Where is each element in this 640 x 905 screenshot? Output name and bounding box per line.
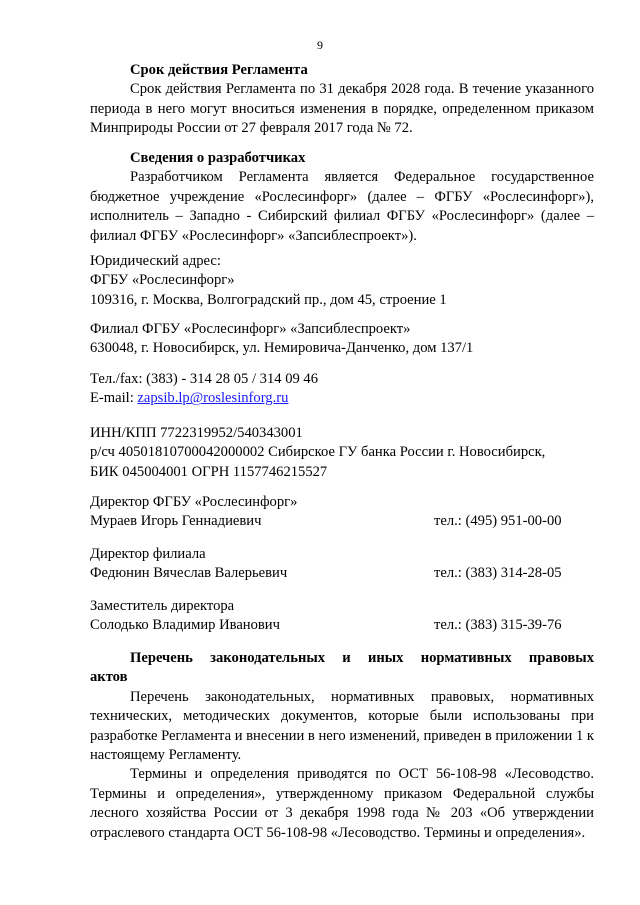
bank-account: р/сч 40501810700042000002 Сибирское ГУ банка России г. Новосибирск, xyxy=(90,444,546,461)
person-name: Мураев Игорь Геннадиевич xyxy=(90,513,262,530)
person-role: Директор ФГБУ «Рослесинфорг» xyxy=(90,494,298,510)
person-block xyxy=(90,545,594,584)
legal-para-1: Перечень законодательных, нормативных правовых, нормативных технических, методических документов, которые были использованы при разработке Регламента и внесении в него изменений, приведен в приложении 1 к настоящему Регламенту. xyxy=(90,688,594,764)
legal-acts-section xyxy=(90,649,594,843)
validity-text: Срок действия Регламента по 31 декабря 2028 года. В течение указанного периода в него могут вноситься изменения в порядке, определенном приказом Минприроды России от 27 февраля 2017 года № 72. xyxy=(90,81,594,137)
person-role: Заместитель директора xyxy=(90,598,235,614)
email-link[interactable]: zapsib.lp@roslesinforg.ru xyxy=(137,390,289,407)
validity-section xyxy=(90,61,594,139)
legal-address-block xyxy=(90,252,594,310)
person-row xyxy=(90,616,594,635)
email-line xyxy=(90,389,594,408)
legal-heading-line2: актов xyxy=(90,669,128,686)
branch-address: 630048, г. Новосибирск, ул. Немировича-Данченко, дом 137/1 xyxy=(90,340,474,357)
branch-name: Филиал ФГБУ «Рослесинфорг» «Запсиблеспроект» xyxy=(90,321,411,337)
person-phone: тел.: (383) 314-28-05 xyxy=(434,565,562,582)
contacts-block xyxy=(90,370,594,409)
legal-heading-line1: Перечень законодательных и иных нормативных правовых xyxy=(130,650,594,666)
person-block xyxy=(90,597,594,636)
page-number: 9 xyxy=(317,38,323,52)
person-phone: тел.: (495) 951-00-00 xyxy=(434,513,562,530)
person-name: Федюнин Вячеслав Валерьевич xyxy=(90,565,288,582)
inn-kpp: ИНН/КПП 7722319952/540343001 xyxy=(90,425,303,441)
person-phone: тел.: (383) 315-39-76 xyxy=(434,617,562,634)
bank-details-block xyxy=(90,424,594,482)
person-row xyxy=(90,564,594,583)
person-role: Директор филиала xyxy=(90,546,206,562)
developers-section xyxy=(90,149,594,246)
developers-text: Разработчиком Регламента является Федеральное государственное бюджетное учреждение «Рослесинфорг» (далее – ФГБУ «Рослесинфорг»), исполнитель – Западно - Сибирский филиал ФГБУ «Рослесинфорг» (далее – филиал ФГБУ «Рослесинфорг» «Запсиблеспроект»). xyxy=(90,169,594,244)
address-label: Юридический адрес: xyxy=(90,253,221,269)
address-org-address: 109316, г. Москва, Волгоградский пр., дом 45, строение 1 xyxy=(90,291,447,308)
email-label: E-mail: xyxy=(90,390,138,407)
phone-fax: Тел./fax: (383) - 314 28 05 / 314 09 46 xyxy=(90,371,319,387)
address-org: ФГБУ «Рослесинфорг» xyxy=(90,272,235,289)
developers-heading: Сведения о разработчиках xyxy=(130,150,306,166)
person-name: Солодько Владимир Иванович xyxy=(90,617,280,634)
validity-heading: Срок действия Регламента xyxy=(130,62,308,78)
bik-ogrn: БИК 045004001 ОГРН 1157746215527 xyxy=(90,463,328,480)
person-row xyxy=(90,512,594,531)
legal-para-2: Термины и определения приводятся по ОСТ 56-108-98 «Лесоводство. Термины и определения», утвержденному приказом Федеральной службы лесного хозяйства России от 3 декабря 1998 года № 203 «Об утверждении отраслевого стандарта ОСТ 56-108-98 «Лесоводство. Термины и определения». xyxy=(90,766,594,841)
person-block xyxy=(90,493,594,532)
branch-address-block xyxy=(90,320,594,359)
